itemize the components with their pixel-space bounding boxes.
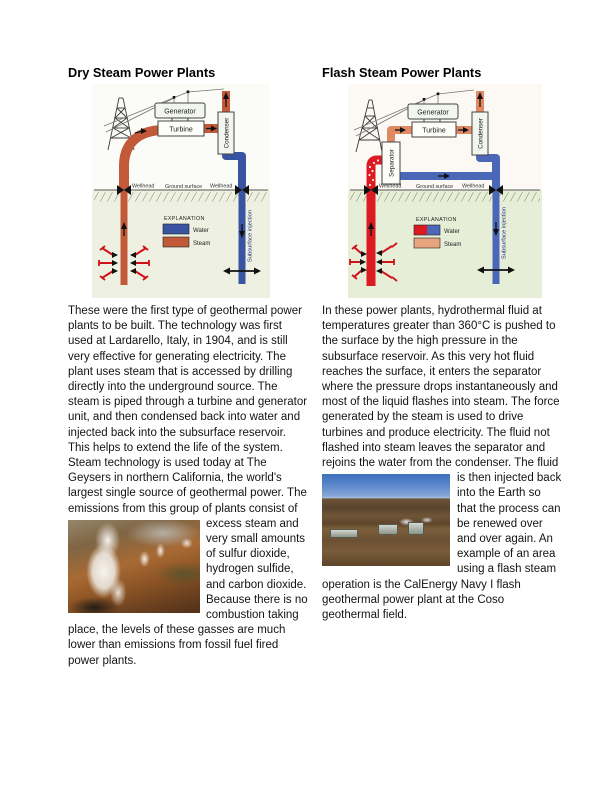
dry-steam-diagram-svg — [92, 84, 270, 298]
left-column-text — [68, 304, 308, 669]
flash-steam-diagram — [348, 84, 542, 298]
left-column-heading: Dry Steam Power Plants — [68, 65, 216, 80]
wellhead-right-label: Wellhead — [210, 183, 233, 190]
legend-steam-label: Steam — [444, 242, 462, 248]
generator-label: Generator — [164, 108, 196, 116]
separator-label: Separator — [388, 149, 396, 177]
flash-steam-paragraph-part2: injected back into the Earth so that the process can be renewed over and over again. An example of an area using a flash steam operation is the CalEnergy Navy I flash geothermal power plant at the Coso geothermal field. — [322, 472, 562, 622]
plant-building — [408, 522, 424, 535]
coso-plant-photo — [322, 474, 450, 566]
legend — [414, 217, 461, 248]
subsurface-injection-label: Subsurface injection — [247, 209, 254, 263]
generator-label: Generator — [417, 109, 449, 117]
legend-title: EXPLANATION — [416, 217, 457, 223]
wellhead-left-label: Wellhead — [132, 183, 155, 190]
condenser-label: Condenser — [477, 118, 485, 149]
right-column-text — [322, 304, 562, 623]
dry-steam-paragraph-part2: plants consist of excess steam and very small amounts of sulfur dioxide, hydrogen sulfide, and carbon dioxide. Because there is no combustion taking place, the levels of these gasses are much lower than emissions from fossil fuel fired power plants. — [68, 502, 308, 667]
wellhead-right-label: Wellhead — [462, 183, 485, 190]
subsurface-injection-label: Subsurface injection — [501, 206, 508, 260]
legend-title: EXPLANATION — [164, 216, 205, 222]
wellhead-left-label: Wellhead — [379, 183, 402, 190]
plant-building — [378, 524, 398, 535]
legend — [163, 216, 210, 247]
dry-steam-paragraph-part1: These were the first type of geothermal power plants to be built. The technology was first used at Lardarello, Italy, in 1904, and is still very effective for generating electricity. The plant uses steam that is accessed by drilling directly into the underground source. The steam is piped through a turbine and generator unit, and then condensed back into water and injected back into the subsurface reservoir. This helps to extend the life of the system. Steam technology is used today at The Geysers in northern California, the world's largest single source of geothermal power. The emissions from this group of — [68, 305, 308, 515]
legend-water-label: Water — [444, 229, 460, 235]
turbine-label: Turbine — [422, 127, 446, 135]
condenser-label: Condenser — [223, 117, 231, 149]
legend-steam-label: Steam — [193, 241, 211, 247]
ground-surface-label: Ground surface — [165, 183, 203, 190]
flash-steam-paragraph-part1: In these power plants, hydrothermal fluid at temperatures greater than 360°C is pushed to the surface by the high pressure in the subsurface reservoir. As this very hot fluid reaches the surface, it enters the separator where the pressure drops instantaneously and most of the liquid flashes into steam. The force generated by the steam is used to drive turbines and produce electricity. The fluid not flashed into steam leaves the separator and rejoins the water from the condenser. The fluid is then — [322, 305, 560, 485]
turbine-label: Turbine — [169, 126, 193, 134]
plant-building — [330, 529, 358, 538]
geysers-steam-photo — [68, 520, 200, 613]
legend-water-label: Water — [193, 228, 209, 234]
right-column-heading: Flash Steam Power Plants — [322, 65, 482, 80]
flash-steam-diagram-svg — [348, 84, 542, 298]
ground-surface-label: Ground surface — [416, 183, 454, 190]
dry-steam-diagram — [92, 84, 270, 298]
